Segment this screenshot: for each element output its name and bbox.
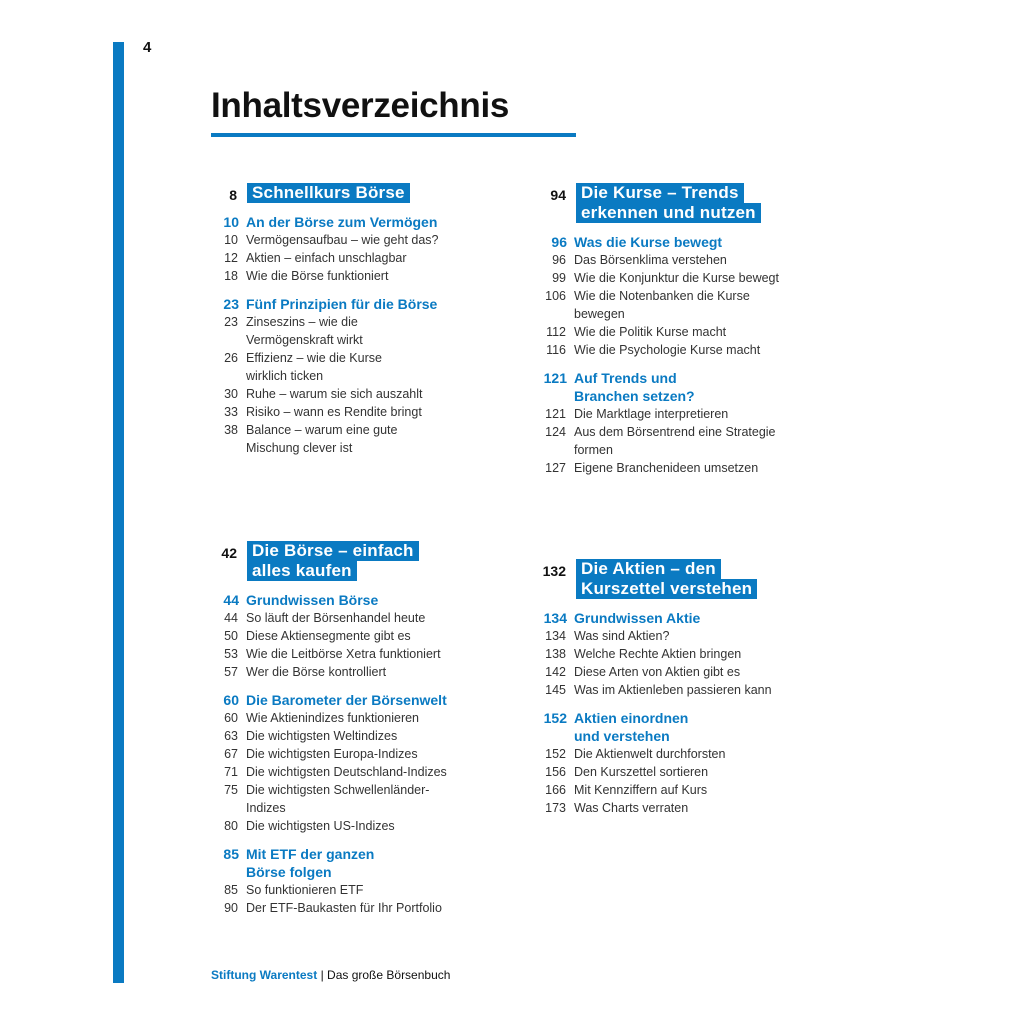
- entry-page-number: 152: [545, 747, 566, 761]
- entry-title: [246, 349, 382, 385]
- entry-title: [246, 881, 363, 899]
- toc-entry: [211, 385, 439, 403]
- section-heading: [531, 709, 772, 745]
- entry-title-line: Aus dem Börsentrend eine Strategie: [574, 425, 776, 439]
- entry-title-line: Diese Arten von Aktien gibt es: [574, 665, 741, 679]
- section-block: [211, 691, 447, 835]
- entry-title: [574, 423, 776, 459]
- chapter-title: [576, 183, 761, 223]
- entry-page-number: 18: [224, 269, 238, 283]
- entry-page-number: 156: [545, 765, 566, 779]
- entry-title-line: Ruhe – warum sie sich auszahlt: [246, 387, 423, 401]
- section-page-number: 96: [551, 234, 567, 250]
- section-title-line: Grundwissen Aktie: [574, 610, 701, 626]
- section-block: [211, 213, 439, 285]
- toc-entry: [531, 287, 779, 323]
- section-title-line: An der Börse zum Vermögen: [246, 214, 438, 230]
- entry-page-number: 38: [224, 423, 238, 437]
- toc-entry: [531, 663, 772, 681]
- toc-entry: [531, 799, 772, 817]
- entry-title-line: So funktionieren ETF: [246, 883, 364, 897]
- section-title-line: Was die Kurse bewegt: [574, 234, 723, 250]
- entry-title-line: Der ETF-Baukasten für Ihr Portfolio: [246, 901, 442, 915]
- entry-title-line: Die Marktlage interpretieren: [574, 407, 729, 421]
- entry-page-number: 173: [545, 801, 566, 815]
- section-heading: [211, 845, 447, 881]
- entry-page-number: 96: [552, 253, 566, 267]
- chapter-heading: [531, 183, 779, 223]
- section-page-number: 23: [223, 296, 239, 312]
- toc-entry: [531, 645, 772, 663]
- toc-entry: [211, 763, 447, 781]
- entry-page-number: 138: [545, 647, 566, 661]
- chapter-page-number: 132: [542, 563, 566, 579]
- toc-entry: [211, 421, 439, 457]
- entry-title-line: Wie die Notenbanken die Kurse: [574, 289, 750, 303]
- entry-page-number: 71: [224, 765, 238, 779]
- section-heading: [531, 369, 779, 405]
- entry-title: [574, 323, 726, 341]
- entry-page-number: 60: [224, 711, 238, 725]
- toc-entry: [211, 899, 447, 917]
- chapter-block: [531, 183, 779, 477]
- entry-title: [574, 269, 779, 287]
- entry-title-line: Die wichtigsten US-Indizes: [246, 819, 395, 833]
- entry-page-number: 145: [545, 683, 566, 697]
- chapter-block: [211, 183, 439, 457]
- toc-entry: [531, 341, 779, 359]
- entry-title: [246, 899, 442, 917]
- entry-page-number: 127: [545, 461, 566, 475]
- entry-title: [246, 727, 397, 745]
- entry-title-line: Wie die Psychologie Kurse macht: [574, 343, 761, 357]
- section-block: [531, 609, 772, 699]
- section-title: [246, 691, 447, 709]
- toc-entry: [211, 709, 447, 727]
- entry-page-number: 33: [224, 405, 238, 419]
- chapter-heading: [531, 559, 772, 599]
- entry-title: [246, 817, 395, 835]
- entry-page-number: 124: [545, 425, 566, 439]
- entry-title-line: Mit Kennziffern auf Kurs: [574, 783, 708, 797]
- toc-entry: [211, 645, 447, 663]
- toc-entry: [211, 609, 447, 627]
- entry-title-line: wirklich ticken: [246, 369, 324, 383]
- chapter-title-line: Die Börse – einfach: [247, 541, 419, 561]
- entry-title: [246, 249, 407, 267]
- section-title: [574, 369, 695, 405]
- toc-entry: [531, 781, 772, 799]
- chapter-block: [531, 559, 772, 817]
- entry-title-line: Das Börsenklima verstehen: [574, 253, 727, 267]
- entry-title-line: Indizes: [246, 801, 286, 815]
- toc-entry: [211, 817, 447, 835]
- entry-page-number: 10: [224, 233, 238, 247]
- entry-title-line: Wie die Börse funktioniert: [246, 269, 389, 283]
- entry-title-line: Wie die Leitbörse Xetra funktioniert: [246, 647, 441, 661]
- chapter-title-line: Kurszettel verstehen: [576, 579, 757, 599]
- toc-entry: [211, 781, 447, 817]
- toc-entry: [531, 269, 779, 287]
- entry-page-number: 142: [545, 665, 566, 679]
- chapter-title: [576, 559, 757, 599]
- footer-brand: Stiftung Warentest: [211, 968, 318, 982]
- entry-title-line: Welche Rechte Aktien bringen: [574, 647, 742, 661]
- entry-page-number: 63: [224, 729, 238, 743]
- entry-page-number: 116: [546, 343, 566, 357]
- entry-page-number: 106: [545, 289, 566, 303]
- toc-entry: [211, 267, 439, 285]
- toc-entry: [211, 349, 439, 385]
- entry-title-line: Effizienz – wie die Kurse: [246, 351, 382, 365]
- chapter-title-line: erkennen und nutzen: [576, 203, 761, 223]
- toc-entry: [211, 403, 439, 421]
- entry-title: [246, 627, 411, 645]
- entry-title-line: Wie Aktienindizes funktionieren: [246, 711, 420, 725]
- section-title-line: Fünf Prinzipien für die Börse: [246, 296, 438, 312]
- toc-entry: [531, 323, 779, 341]
- entry-page-number: 112: [546, 325, 566, 339]
- section-heading: [531, 609, 772, 627]
- toc-entry: [531, 405, 779, 423]
- entry-title: [246, 781, 429, 817]
- entry-page-number: 80: [224, 819, 238, 833]
- section-page-number: 121: [543, 370, 567, 386]
- entry-title-line: Vermögenskraft wirkt: [246, 333, 363, 347]
- section-title: [246, 295, 437, 313]
- chapter-title: [247, 183, 410, 203]
- entry-page-number: 90: [224, 901, 238, 915]
- entry-title-line: Wie die Konjunktur die Kurse bewegt: [574, 271, 779, 285]
- entry-title: [574, 645, 741, 663]
- entry-page-number: 44: [224, 611, 238, 625]
- entry-title: [246, 663, 386, 681]
- page-title: Inhaltsverzeichnis: [211, 86, 510, 125]
- entry-title-line: So läuft der Börsenhandel heute: [246, 611, 426, 625]
- section-page-number: 152: [543, 710, 567, 726]
- entry-page-number: 57: [224, 665, 238, 679]
- chapter-heading: [211, 541, 447, 581]
- entry-title-line: formen: [574, 443, 613, 457]
- section-page-number: 10: [223, 214, 239, 230]
- blue-side-bar: [113, 42, 124, 983]
- entry-title: [246, 267, 388, 285]
- section-block: [211, 591, 447, 681]
- entry-title-line: Mischung clever ist: [246, 441, 353, 455]
- title-underline: [211, 133, 576, 137]
- section-heading: [211, 691, 447, 709]
- chapter-heading: [211, 183, 439, 203]
- entry-title: [246, 385, 422, 403]
- entry-title-line: Wer die Börse kontrolliert: [246, 665, 387, 679]
- entry-title: [246, 313, 363, 349]
- entry-title-line: Die wichtigsten Schwellenländer-: [246, 783, 430, 797]
- entry-page-number: 50: [224, 629, 238, 643]
- chapter-page-number: 94: [550, 187, 566, 203]
- entry-title-line: Zinseszins – wie die: [246, 315, 358, 329]
- section-title: [574, 233, 722, 251]
- entry-title-line: Den Kurszettel sortieren: [574, 765, 709, 779]
- section-title: [574, 709, 688, 745]
- entry-title-line: Die Aktienwelt durchforsten: [574, 747, 726, 761]
- entry-title: [246, 421, 397, 457]
- toc-entry: [531, 423, 779, 459]
- entry-title-line: Was sind Aktien?: [574, 629, 670, 643]
- section-page-number: 44: [223, 592, 239, 608]
- entry-page-number: 134: [545, 629, 566, 643]
- section-title-line: Börse folgen: [246, 864, 332, 880]
- section-heading: [531, 233, 779, 251]
- entry-title-line: Wie die Politik Kurse macht: [574, 325, 727, 339]
- section-title: [574, 609, 700, 627]
- section-block: [211, 295, 439, 457]
- footer: [211, 968, 450, 982]
- entry-page-number: 166: [545, 783, 566, 797]
- entry-title: [574, 251, 727, 269]
- entry-title: [574, 287, 750, 323]
- section-block: [531, 233, 779, 359]
- entry-title: [574, 405, 728, 423]
- entry-title: [574, 681, 772, 699]
- entry-page-number: 99: [552, 271, 566, 285]
- entry-title-line: Aktien – einfach unschlagbar: [246, 251, 407, 265]
- toc-entry: [531, 251, 779, 269]
- entry-title: [246, 763, 447, 781]
- toc-entry: [531, 763, 772, 781]
- entry-page-number: 53: [224, 647, 238, 661]
- toc-entry: [211, 231, 439, 249]
- entry-title-line: Eigene Branchenideen umsetzen: [574, 461, 759, 475]
- section-title-line: Grundwissen Börse: [246, 592, 379, 608]
- entry-title: [246, 609, 425, 627]
- chapter-block: [211, 541, 447, 917]
- section-title: [246, 591, 378, 609]
- toc-entry: [531, 459, 779, 477]
- entry-title-line: Was Charts verraten: [574, 801, 689, 815]
- entry-title-line: Was im Aktienleben passieren kann: [574, 683, 772, 697]
- entry-title-line: bewegen: [574, 307, 625, 321]
- entry-title-line: Diese Aktiensegmente gibt es: [246, 629, 411, 643]
- entry-page-number: 30: [224, 387, 238, 401]
- entry-title: [574, 763, 708, 781]
- toc-entry: [211, 663, 447, 681]
- chapter-title-line: alles kaufen: [247, 561, 357, 581]
- section-page-number: 60: [223, 692, 239, 708]
- toc-entry: [531, 745, 772, 763]
- entry-title: [246, 645, 441, 663]
- entry-title: [574, 745, 725, 763]
- section-block: [531, 709, 772, 817]
- chapter-title-line: Schnellkurs Börse: [247, 183, 410, 203]
- entry-title: [246, 231, 439, 249]
- toc-entry: [531, 627, 772, 645]
- section-title-line: Aktien einordnen: [574, 710, 689, 726]
- entry-page-number: 12: [224, 251, 238, 265]
- entry-title: [574, 459, 758, 477]
- section-heading: [211, 213, 439, 231]
- section-block: [211, 845, 447, 917]
- section-block: [531, 369, 779, 477]
- toc-entry: [211, 745, 447, 763]
- toc-entry: [211, 727, 447, 745]
- toc-entry: [211, 249, 439, 267]
- entry-title-line: Vermögensaufbau – wie geht das?: [246, 233, 439, 247]
- entry-title: [574, 341, 760, 359]
- section-title-line: Auf Trends und: [574, 370, 677, 386]
- entry-page-number: 67: [224, 747, 238, 761]
- entry-page-number: 121: [545, 407, 566, 421]
- chapter-title-line: Die Aktien – den: [576, 559, 721, 579]
- footer-book-title: Das große Börsenbuch: [327, 968, 451, 982]
- entry-title-line: Die wichtigsten Weltindizes: [246, 729, 398, 743]
- entry-title: [246, 403, 422, 421]
- entry-title: [574, 781, 707, 799]
- entry-title: [574, 799, 688, 817]
- entry-title: [246, 745, 418, 763]
- section-title-line: Die Barometer der Börsenwelt: [246, 692, 447, 708]
- section-heading: [211, 591, 447, 609]
- chapter-page-number: 8: [229, 187, 237, 203]
- entry-title: [574, 627, 669, 645]
- section-title-line: Mit ETF der ganzen: [246, 846, 375, 862]
- entry-title: [574, 663, 740, 681]
- page-number: 4: [143, 39, 152, 56]
- toc-entry: [531, 681, 772, 699]
- entry-page-number: 75: [224, 783, 238, 797]
- section-page-number: 85: [223, 846, 239, 862]
- section-heading: [211, 295, 439, 313]
- section-title: [246, 845, 374, 881]
- section-title-line: Branchen setzen?: [574, 388, 695, 404]
- section-title: [246, 213, 437, 231]
- entry-title-line: Die wichtigsten Deutschland-Indizes: [246, 765, 447, 779]
- entry-title: [246, 709, 419, 727]
- chapter-page-number: 42: [221, 545, 237, 561]
- entry-page-number: 23: [224, 315, 238, 329]
- chapter-title: [247, 541, 419, 581]
- footer-separator: |: [320, 968, 324, 982]
- entry-title-line: Balance – warum eine gute: [246, 423, 398, 437]
- section-page-number: 134: [543, 610, 567, 626]
- toc-entry: [211, 313, 439, 349]
- entry-title-line: Risiko – wann es Rendite bringt: [246, 405, 422, 419]
- chapter-title-line: Die Kurse – Trends: [576, 183, 744, 203]
- entry-title-line: Die wichtigsten Europa-Indizes: [246, 747, 418, 761]
- entry-page-number: 26: [224, 351, 238, 365]
- toc-entry: [211, 881, 447, 899]
- section-title-line: und verstehen: [574, 728, 670, 744]
- entry-page-number: 85: [224, 883, 238, 897]
- toc-entry: [211, 627, 447, 645]
